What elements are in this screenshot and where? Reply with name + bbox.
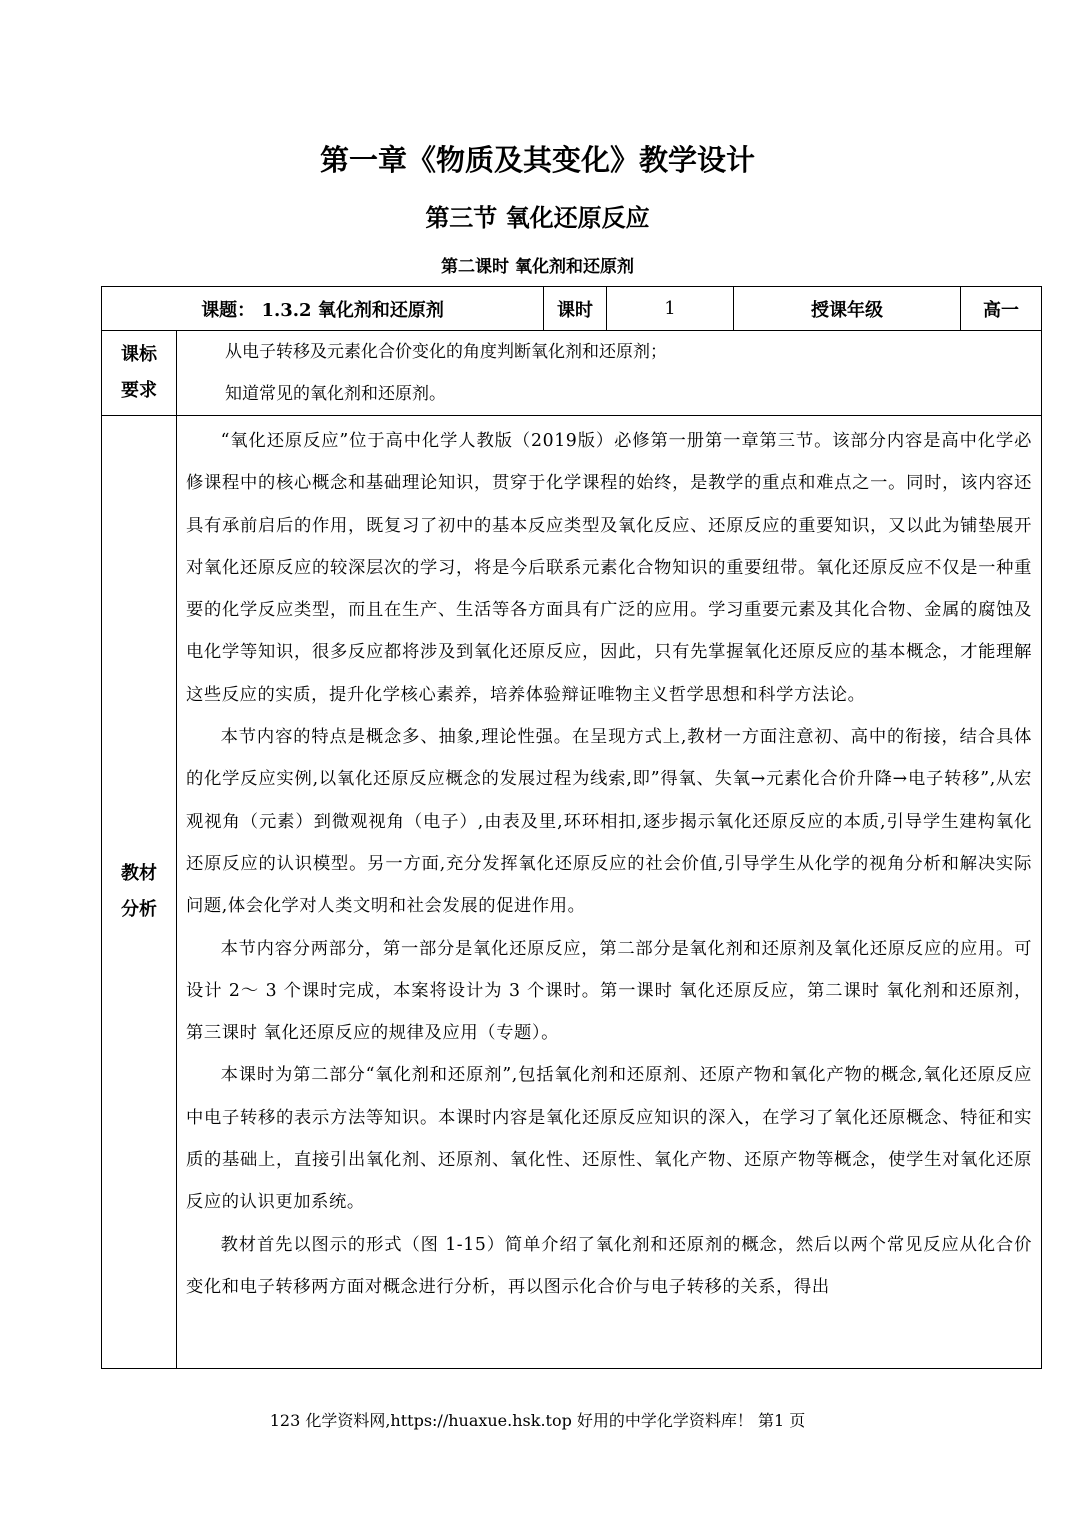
lesson-title: 第二课时 氧化剂和还原剂 xyxy=(441,257,634,277)
analysis-content xyxy=(177,416,1042,1369)
page-footer: 123 化学资料网,https://huaxue.hsk.top 好用的中学化学资料库！ 第1 页 xyxy=(269,1411,806,1430)
header-row xyxy=(102,287,1042,331)
document-title: 第一章《物质及其变化》教学设计 xyxy=(319,143,755,177)
requirement-item: 从电子转移及元素化合价变化的角度判断氧化剂和还原剂； xyxy=(225,342,667,362)
period-label: 课时 xyxy=(544,287,607,331)
analysis-label xyxy=(102,416,177,1369)
requirement-item: 知道常见的氧化剂和还原剂。 xyxy=(225,384,446,404)
topic-cell: 课题： 1.3.2 氧化剂和还原剂 xyxy=(102,287,544,331)
period-value: 1 xyxy=(607,287,734,331)
grade-label: 授课年级 xyxy=(734,287,961,331)
analysis-paragraph: 教材首先以图示的形式（图 1-15）简单介绍了氧化剂和还原剂的概念，然后以两个常见反应从化合价变化和电子转移两方面对概念进行分析，再以图示化合价与电子转移的关系，得出 xyxy=(186,1234,1033,1297)
requirements-content xyxy=(177,331,1042,416)
analysis-label-line1: 教材 xyxy=(121,863,157,884)
analysis-paragraph: 本课时为第二部分“氧化剂和还原剂”,包括氧化剂和还原剂、还原产物和氧化产物的概念,氧化还原反应中电子转移的表示方法等知识。本课时内容是氧化还原反应知识的深入，在学习了氧化还原概念、特征和实质的基础上，直接引出氧化剂、还原剂、氧化性、还原性、氧化产物、还原产物等概念，使学生对氧化还原反应的认识更加系统。 xyxy=(186,1065,1033,1213)
analysis-paragraph: 本节内容的特点是概念多、抽象,理论性强。在呈现方式上,教材一方面注意初、高中的衔接，结合具体的化学反应实例,以氧化还原反应概念的发展过程为线索,即”得氧、失氧→元素化合价升降→电子转移”,从宏观视角（元素）到微观视角（电子）,由表及里,环环相扣,逐步揭示氧化还原反应的本质,引导学生建构氧化还原反应的认识模型。另一方面,充分发挥氧化还原反应的社会价值,引导学生从化学的视角分析和解决实际问题,体会化学对人类文明和社会发展的促进作用。 xyxy=(186,727,1033,917)
requirements-label-line2: 要求 xyxy=(121,380,157,401)
requirements-label xyxy=(102,331,177,416)
analysis-paragraph: 本节内容分两部分，第一部分是氧化还原反应，第二部分是氧化剂和还原剂及氧化还原反应的应用。可设计 2～ 3 个课时完成，本案将设计为 3 个课时。第一课时 氧化还原反应，第二课时 氧化剂和还原剂，第三课时 氧化还原反应的规律及应用（专题）。 xyxy=(186,938,1033,1044)
requirements-label-line1: 课标 xyxy=(121,344,157,365)
analysis-row xyxy=(102,416,1042,1369)
grade-value: 高一 xyxy=(961,287,1042,331)
analysis-label-line2: 分析 xyxy=(121,899,157,920)
section-title: 第三节 氧化还原反应 xyxy=(425,203,650,232)
lesson-design-table xyxy=(101,286,1042,1369)
analysis-paragraph: “氧化还原反应”位于高中化学人教版（2019版）必修第一册第一章第三节。该部分内容是高中化学必修课程中的核心概念和基础理论知识，贯穿于化学课程的始终，是教学的重点和难点之一。同时，该内容还具有承前启后的作用，既复习了初中的基本反应类型及氧化反应、还原反应的重要知识，又以此为铺垫展开对氧化还原反应的较深层次的学习，将是今后联系元素化合物知识的重要纽带。氧化还原反应不仅是一种重要的化学反应类型，而且在生产、生活等各方面具有广泛的应用。学习重要元素及其化合物、金属的腐蚀及电化学等知识，很多反应都将涉及到氧化还原反应，因此，只有先掌握氧化还原反应的基本概念，才能理解这些反应的实质，提升化学核心素养，培养体验辩证唯物主义哲学思想和科学方法论。 xyxy=(186,431,1033,705)
requirements-row xyxy=(102,331,1042,416)
